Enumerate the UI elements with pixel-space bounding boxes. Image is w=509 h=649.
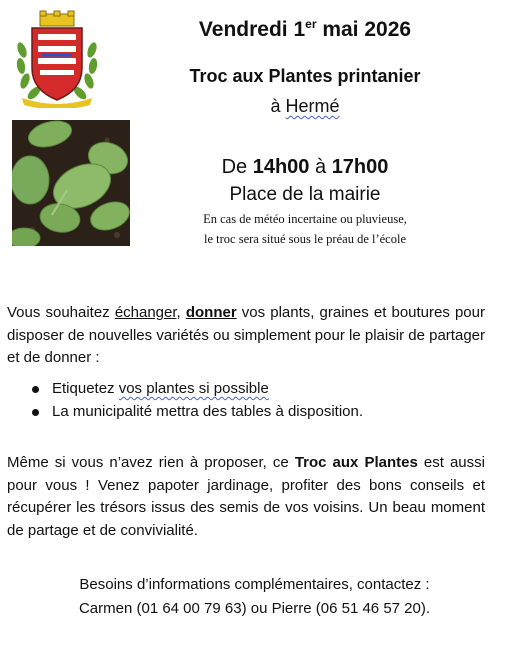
town-crest [12,10,102,108]
event-time: De 14h00 à 17h00 [221,156,389,178]
troc-name: Troc aux Plantes [294,454,418,471]
date-superscript: er [305,17,317,31]
event-place: Place de la mairie [229,184,381,205]
seedling-photo [12,120,130,246]
outro-paragraph: Même si vous n’avez rien à proposer, ce Troc aux Plantes est aussi pour vous ! Venez papoter jardinage, profiter des bons conseils et récupérer les trésors issus des semis de vos voisins. Un beau moment de partage et de convivialité. [7,454,485,539]
contact-intro: Besoins d’informations complémentaires, contactez : [79,576,430,593]
list-item: La municipalité mettra des tables à disposition. [30,400,490,423]
end-time: 17h00 [331,156,389,178]
give-word: donner [185,304,237,321]
contact-phones: Carmen (01 64 00 79 63) ou Pierre (06 51 46 57 20). [78,600,431,617]
bullet-icon [32,409,39,416]
weather-note-line2: le troc sera situé sous le préau de l’école [204,232,406,246]
event-location: à Hermé [270,96,340,116]
intro-paragraph: Vous souhaitez échanger, donner vos plants, graines et boutures pour disposer de nouvelles variétés ou simplement pour le plaisir de partager et de donner : [7,304,485,366]
weather-note-line1: En cas de météo incertaine ou pluvieuse, [203,212,407,226]
event-title: Troc aux Plantes printanier [189,66,421,86]
list-item: Etiquetez vos plantes si possible [30,377,490,400]
event-date: Vendredi 1er mai 2026 [198,17,412,41]
start-time: 14h00 [252,156,310,178]
bullet-icon [32,386,39,393]
town-name: Hermé [285,96,340,116]
bullet-list [30,377,490,423]
exchange-word: échanger [114,304,177,321]
